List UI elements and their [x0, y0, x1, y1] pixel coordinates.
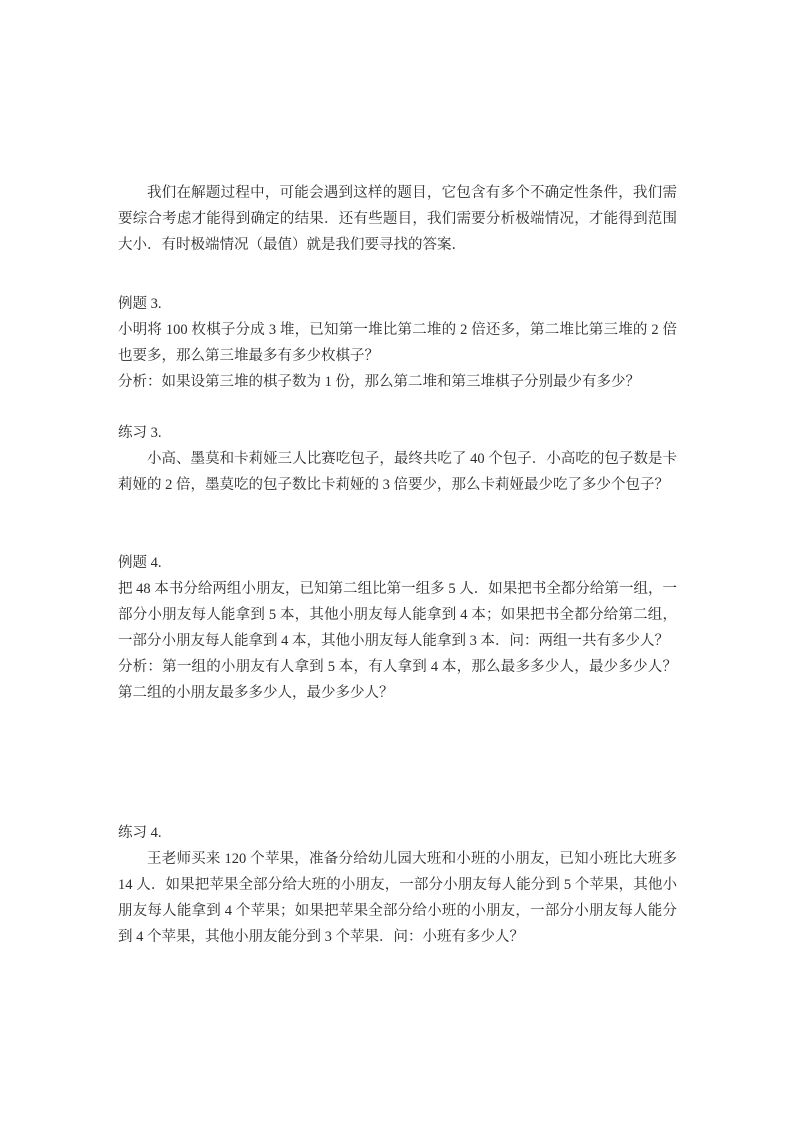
intro-paragraph: 我们在解题过程中，可能会遇到这样的题目，它包含有多个不确定性条件，我们需要综合考虑才能得到确定的结果．还有些题目，我们需要分析极端情况，才能得到范围大小．有时极端情况（最值）就是我们要寻找的答案．: [118, 185, 677, 253]
problem-paragraph: 小明将 100 枚棋子分成 3 堆，已知第一堆比第二堆的 2 倍还多，第二堆比第三堆的 2 倍也要多，那么第三堆最多有多少枚棋子？: [118, 322, 677, 364]
section-heading: 练习 4.: [118, 825, 162, 841]
section-heading: 例题 3.: [118, 296, 162, 312]
analysis-paragraph: 分析：第一组的小朋友有人拿到 5 本，有人拿到 4 本，那么最多多少人，最少多少人？第二组的小朋友最多多少人，最少多少人？: [118, 659, 677, 701]
section-exercise-4: [118, 820, 677, 950]
section-example-4: [118, 550, 677, 706]
analysis-paragraph: 分析：如果设第三堆的棋子数为 1 份，那么第二堆和第三堆棋子分别最少有多少？: [118, 374, 640, 390]
section-heading: 例题 4.: [118, 555, 162, 571]
section-example-3: [118, 291, 677, 395]
problem-paragraph: 王老师买来 120 个苹果，准备分给幼儿园大班和小班的小朋友，已知小班比大班多 14 人．如果把苹果全部分给大班的小朋友，一部分小朋友每人能分到 5 个苹果，其他小朋友每人能拿到 4 个苹果；如果把苹果全部分给小班的小朋友，一部分小朋友每人能分到 4 个苹果，其他小朋友能分到 3 个苹果．问：小班有多少人？: [118, 851, 677, 945]
problem-paragraph: 小高、墨莫和卡莉娅三人比赛吃包子，最终共吃了 40 个包子．小高吃的包子数是卡莉娅的 2 倍，墨莫吃的包子数比卡莉娅的 3 倍要少，那么卡莉娅最少吃了多少个包子？: [118, 451, 677, 493]
page-content: [118, 180, 677, 950]
problem-paragraph: 把 48 本书分给两组小朋友，已知第二组比第一组多 5 人．如果把书全都分给第一组，一部分小朋友每人能拿到 5 本，其他小朋友每人能拿到 4 本；如果把书全都分给第二组，一部分小朋友每人能拿到 4 本，其他小朋友每人能拿到 3 本．问：两组一共有多少人？: [118, 581, 677, 649]
section-exercise-3: [118, 420, 677, 498]
section-heading: 练习 3.: [118, 425, 162, 441]
